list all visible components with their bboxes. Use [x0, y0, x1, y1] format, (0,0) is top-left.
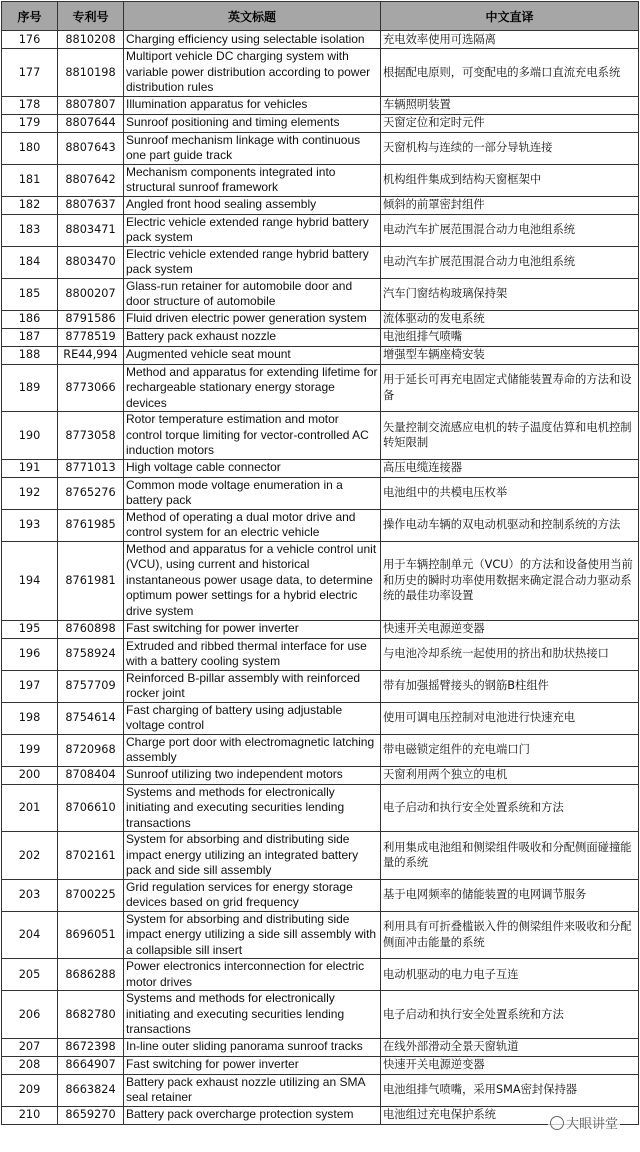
patent-number-cell: 8761985	[58, 509, 124, 541]
serial-cell: 198	[2, 702, 58, 734]
chinese-translation-cell: 矢量控制交流感应电机的转子温度估算和电机控制转矩限制	[381, 412, 639, 460]
table-row	[2, 1056, 639, 1074]
patent-number-cell: 8773066	[58, 364, 124, 412]
serial-cell: 195	[2, 620, 58, 638]
patent-number-cell: 8803471	[58, 214, 124, 246]
table-row	[2, 310, 639, 328]
header-english-title: 英文标题	[124, 2, 381, 31]
chinese-translation-cell: 倾斜的前罩密封组件	[381, 196, 639, 214]
table-row	[2, 132, 639, 164]
table-row	[2, 346, 639, 364]
serial-cell: 204	[2, 911, 58, 959]
patent-number-cell: 8807643	[58, 132, 124, 164]
patent-number-cell: 8672398	[58, 1038, 124, 1056]
watermark-text: 大眼讲堂	[565, 1117, 618, 1132]
patent-number-cell: 8696051	[58, 911, 124, 959]
serial-cell: 191	[2, 459, 58, 477]
chinese-translation-cell: 电动机驱动的电力电子互连	[381, 959, 639, 991]
table-row	[2, 784, 639, 832]
table-row	[2, 879, 639, 911]
table-row	[2, 214, 639, 246]
table-row	[2, 509, 639, 541]
chinese-translation-cell: 电池组排气喷嘴	[381, 328, 639, 346]
chinese-translation-cell: 电池组排气喷嘴，采用SMA密封保持器	[381, 1074, 639, 1106]
english-title-cell: Systems and methods for electronically initiating and executing securities lending transactions	[124, 991, 381, 1039]
chinese-translation-cell: 电池组过充电保护系统	[381, 1106, 639, 1124]
english-title-cell: Electric vehicle extended range hybrid battery pack system	[124, 246, 381, 278]
english-title-cell: Fast switching for power inverter	[124, 1056, 381, 1074]
serial-cell: 180	[2, 132, 58, 164]
patent-number-cell: 8682780	[58, 991, 124, 1039]
table-row	[2, 459, 639, 477]
wechat-icon	[550, 1116, 564, 1130]
chinese-translation-cell: 流体驱动的发电系统	[381, 310, 639, 328]
english-title-cell: Multiport vehicle DC charging system with variable power distribution according to power distribution rules	[124, 49, 381, 97]
table-row	[2, 1074, 639, 1106]
serial-cell: 206	[2, 991, 58, 1039]
english-title-cell: Battery pack exhaust nozzle utilizing an SMA seal retainer	[124, 1074, 381, 1106]
chinese-translation-cell: 使用可调电压控制对电池进行快速充电	[381, 702, 639, 734]
patent-number-cell: 8803470	[58, 246, 124, 278]
english-title-cell: Battery pack overcharge protection system	[124, 1106, 381, 1124]
patent-number-cell: 8659270	[58, 1106, 124, 1124]
chinese-translation-cell: 带有加强摇臂接头的钢筋B柱组件	[381, 670, 639, 702]
english-title-cell: Power electronics interconnection for electric motor drives	[124, 959, 381, 991]
patent-number-cell: 8702161	[58, 832, 124, 880]
table-body	[2, 31, 639, 1125]
serial-cell: 184	[2, 246, 58, 278]
table-row	[2, 1038, 639, 1056]
chinese-translation-cell: 操作电动车辆的双电动机驱动和控制系统的方法	[381, 509, 639, 541]
header-serial: 序号	[2, 2, 58, 31]
header-row	[2, 2, 639, 31]
patent-number-cell: 8807637	[58, 196, 124, 214]
english-title-cell: Common mode voltage enumeration in a battery pack	[124, 477, 381, 509]
table-row	[2, 991, 639, 1039]
patent-number-cell: 8807807	[58, 96, 124, 114]
english-title-cell: Fluid driven electric power generation system	[124, 310, 381, 328]
english-title-cell: Sunroof positioning and timing elements	[124, 114, 381, 132]
serial-cell: 196	[2, 638, 58, 670]
english-title-cell: System for absorbing and distributing side impact energy utilizing an integrated battery pack and side sill assembly	[124, 832, 381, 880]
serial-cell: 188	[2, 346, 58, 364]
chinese-translation-cell: 电池组中的共模电压枚举	[381, 477, 639, 509]
chinese-translation-cell: 天窗机构与连续的一部分导轨连接	[381, 132, 639, 164]
serial-cell: 181	[2, 164, 58, 196]
chinese-translation-cell: 天窗利用两个独立的电机	[381, 766, 639, 784]
chinese-translation-cell: 天窗定位和定时元件	[381, 114, 639, 132]
english-title-cell: Illumination apparatus for vehicles	[124, 96, 381, 114]
table-row	[2, 702, 639, 734]
patent-number-cell: 8810208	[58, 31, 124, 49]
patent-number-cell: 8761981	[58, 541, 124, 620]
serial-cell: 179	[2, 114, 58, 132]
chinese-translation-cell: 增强型车辆座椅安装	[381, 346, 639, 364]
serial-cell: 183	[2, 214, 58, 246]
serial-cell: 187	[2, 328, 58, 346]
table-row	[2, 196, 639, 214]
patent-number-cell: 8700225	[58, 879, 124, 911]
serial-cell: 208	[2, 1056, 58, 1074]
english-title-cell: Electric vehicle extended range hybrid battery pack system	[124, 214, 381, 246]
chinese-translation-cell: 汽车门窗结构玻璃保持架	[381, 278, 639, 310]
table-row	[2, 278, 639, 310]
table-row	[2, 541, 639, 620]
patent-number-cell: 8686288	[58, 959, 124, 991]
english-title-cell: Rotor temperature estimation and motor control torque limiting for vector-controlled AC induction motors	[124, 412, 381, 460]
patent-number-cell: 8708404	[58, 766, 124, 784]
chinese-translation-cell: 利用具有可折叠槛嵌入件的侧梁组件来吸收和分配侧面冲击能量的系统	[381, 911, 639, 959]
serial-cell: 197	[2, 670, 58, 702]
chinese-translation-cell: 利用集成电池组和侧梁组件吸收和分配侧面碰撞能量的系统	[381, 832, 639, 880]
table-row	[2, 1106, 639, 1124]
serial-cell: 203	[2, 879, 58, 911]
english-title-cell: Augmented vehicle seat mount	[124, 346, 381, 364]
chinese-translation-cell: 快速开关电源逆变器	[381, 620, 639, 638]
english-title-cell: In-line outer sliding panorama sunroof tracks	[124, 1038, 381, 1056]
serial-cell: 210	[2, 1106, 58, 1124]
english-title-cell: Charge port door with electromagnetic latching assembly	[124, 734, 381, 766]
table-row	[2, 31, 639, 49]
patent-number-cell: 8760898	[58, 620, 124, 638]
patent-number-cell: 8810198	[58, 49, 124, 97]
patent-number-cell: 8771013	[58, 459, 124, 477]
table-row	[2, 734, 639, 766]
table-row	[2, 96, 639, 114]
table-row	[2, 49, 639, 97]
table-row	[2, 638, 639, 670]
serial-cell: 193	[2, 509, 58, 541]
patent-number-cell: RE44,994	[58, 346, 124, 364]
patent-number-cell: 8807642	[58, 164, 124, 196]
patent-number-cell: 8706610	[58, 784, 124, 832]
serial-cell: 207	[2, 1038, 58, 1056]
serial-cell: 200	[2, 766, 58, 784]
english-title-cell: Sunroof mechanism linkage with continuous one part guide track	[124, 132, 381, 164]
table-row	[2, 620, 639, 638]
table-row	[2, 246, 639, 278]
serial-cell: 190	[2, 412, 58, 460]
chinese-translation-cell: 电动汽车扩展范围混合动力电池组系统	[381, 246, 639, 278]
chinese-translation-cell: 充电效率使用可选隔离	[381, 31, 639, 49]
patent-number-cell: 8720968	[58, 734, 124, 766]
table-row	[2, 832, 639, 880]
chinese-translation-cell: 与电池冷却系统一起使用的挤出和肋状热接口	[381, 638, 639, 670]
patent-number-cell: 8757709	[58, 670, 124, 702]
header-chinese-translation: 中文直译	[381, 2, 639, 31]
serial-cell: 189	[2, 364, 58, 412]
serial-cell: 199	[2, 734, 58, 766]
serial-cell: 202	[2, 832, 58, 880]
chinese-translation-cell: 带电磁锁定组件的充电端口门	[381, 734, 639, 766]
table-row	[2, 911, 639, 959]
english-title-cell: System for absorbing and distributing side impact energy utilizing a side sill assembly with a collapsible sill insert	[124, 911, 381, 959]
watermark	[548, 1113, 620, 1132]
serial-cell: 205	[2, 959, 58, 991]
table-row	[2, 364, 639, 412]
english-title-cell: Sunroof utilizing two independent motors	[124, 766, 381, 784]
patent-number-cell: 8791586	[58, 310, 124, 328]
serial-cell: 194	[2, 541, 58, 620]
serial-cell: 186	[2, 310, 58, 328]
serial-cell: 182	[2, 196, 58, 214]
chinese-translation-cell: 根据配电原则，可变配电的多端口直流充电系统	[381, 49, 639, 97]
english-title-cell: Extruded and ribbed thermal interface for use with a battery cooling system	[124, 638, 381, 670]
serial-cell: 176	[2, 31, 58, 49]
english-title-cell: Method and apparatus for a vehicle control unit (VCU), using current and historical instantaneous power usage data, to determine optimum power settings for a hybrid electric drive system	[124, 541, 381, 620]
serial-cell: 177	[2, 49, 58, 97]
patent-table	[1, 1, 639, 1125]
header-patent-no: 专利号	[58, 2, 124, 31]
english-title-cell: Method of operating a dual motor drive and control system for an electric vehicle	[124, 509, 381, 541]
serial-cell: 209	[2, 1074, 58, 1106]
patent-number-cell: 8800207	[58, 278, 124, 310]
chinese-translation-cell: 车辆照明装置	[381, 96, 639, 114]
serial-cell: 178	[2, 96, 58, 114]
english-title-cell: Systems and methods for electronically initiating and executing securities lending transactions	[124, 784, 381, 832]
english-title-cell: Angled front hood sealing assembly	[124, 196, 381, 214]
english-title-cell: Mechanism components integrated into structural sunroof framework	[124, 164, 381, 196]
english-title-cell: High voltage cable connector	[124, 459, 381, 477]
chinese-translation-cell: 电动汽车扩展范围混合动力电池组系统	[381, 214, 639, 246]
patent-number-cell: 8773058	[58, 412, 124, 460]
table-row	[2, 959, 639, 991]
chinese-translation-cell: 在线外部滑动全景天窗轨道	[381, 1038, 639, 1056]
chinese-translation-cell: 电子启动和执行安全处置系统和方法	[381, 991, 639, 1039]
patent-number-cell: 8664907	[58, 1056, 124, 1074]
english-title-cell: Reinforced B-pillar assembly with reinforced rocker joint	[124, 670, 381, 702]
english-title-cell: Fast charging of battery using adjustable voltage control	[124, 702, 381, 734]
patent-number-cell: 8765276	[58, 477, 124, 509]
table-row	[2, 670, 639, 702]
table-row	[2, 412, 639, 460]
chinese-translation-cell: 用于延长可再充电固定式储能装置寿命的方法和设备	[381, 364, 639, 412]
serial-cell: 201	[2, 784, 58, 832]
chinese-translation-cell: 电子启动和执行安全处置系统和方法	[381, 784, 639, 832]
patent-number-cell: 8663824	[58, 1074, 124, 1106]
table-row	[2, 766, 639, 784]
english-title-cell: Grid regulation services for energy storage devices based on grid frequency	[124, 879, 381, 911]
table-row	[2, 164, 639, 196]
table-row	[2, 477, 639, 509]
serial-cell: 192	[2, 477, 58, 509]
patent-number-cell: 8778519	[58, 328, 124, 346]
table-row	[2, 328, 639, 346]
chinese-translation-cell: 基于电网频率的储能装置的电网调节服务	[381, 879, 639, 911]
table-row	[2, 114, 639, 132]
patent-number-cell: 8758924	[58, 638, 124, 670]
chinese-translation-cell: 高压电缆连接器	[381, 459, 639, 477]
chinese-translation-cell: 用于车辆控制单元（VCU）的方法和设备使用当前和历史的瞬时功率使用数据来确定混合动力驱动系统的最佳功率设置	[381, 541, 639, 620]
english-title-cell: Battery pack exhaust nozzle	[124, 328, 381, 346]
english-title-cell: Glass-run retainer for automobile door and door structure of automobile	[124, 278, 381, 310]
english-title-cell: Fast switching for power inverter	[124, 620, 381, 638]
patent-number-cell: 8754614	[58, 702, 124, 734]
english-title-cell: Charging efficiency using selectable isolation	[124, 31, 381, 49]
chinese-translation-cell: 机构组件集成到结构天窗框架中	[381, 164, 639, 196]
chinese-translation-cell: 快速开关电源逆变器	[381, 1056, 639, 1074]
serial-cell: 185	[2, 278, 58, 310]
english-title-cell: Method and apparatus for extending lifetime for rechargeable stationary energy storage devices	[124, 364, 381, 412]
patent-number-cell: 8807644	[58, 114, 124, 132]
